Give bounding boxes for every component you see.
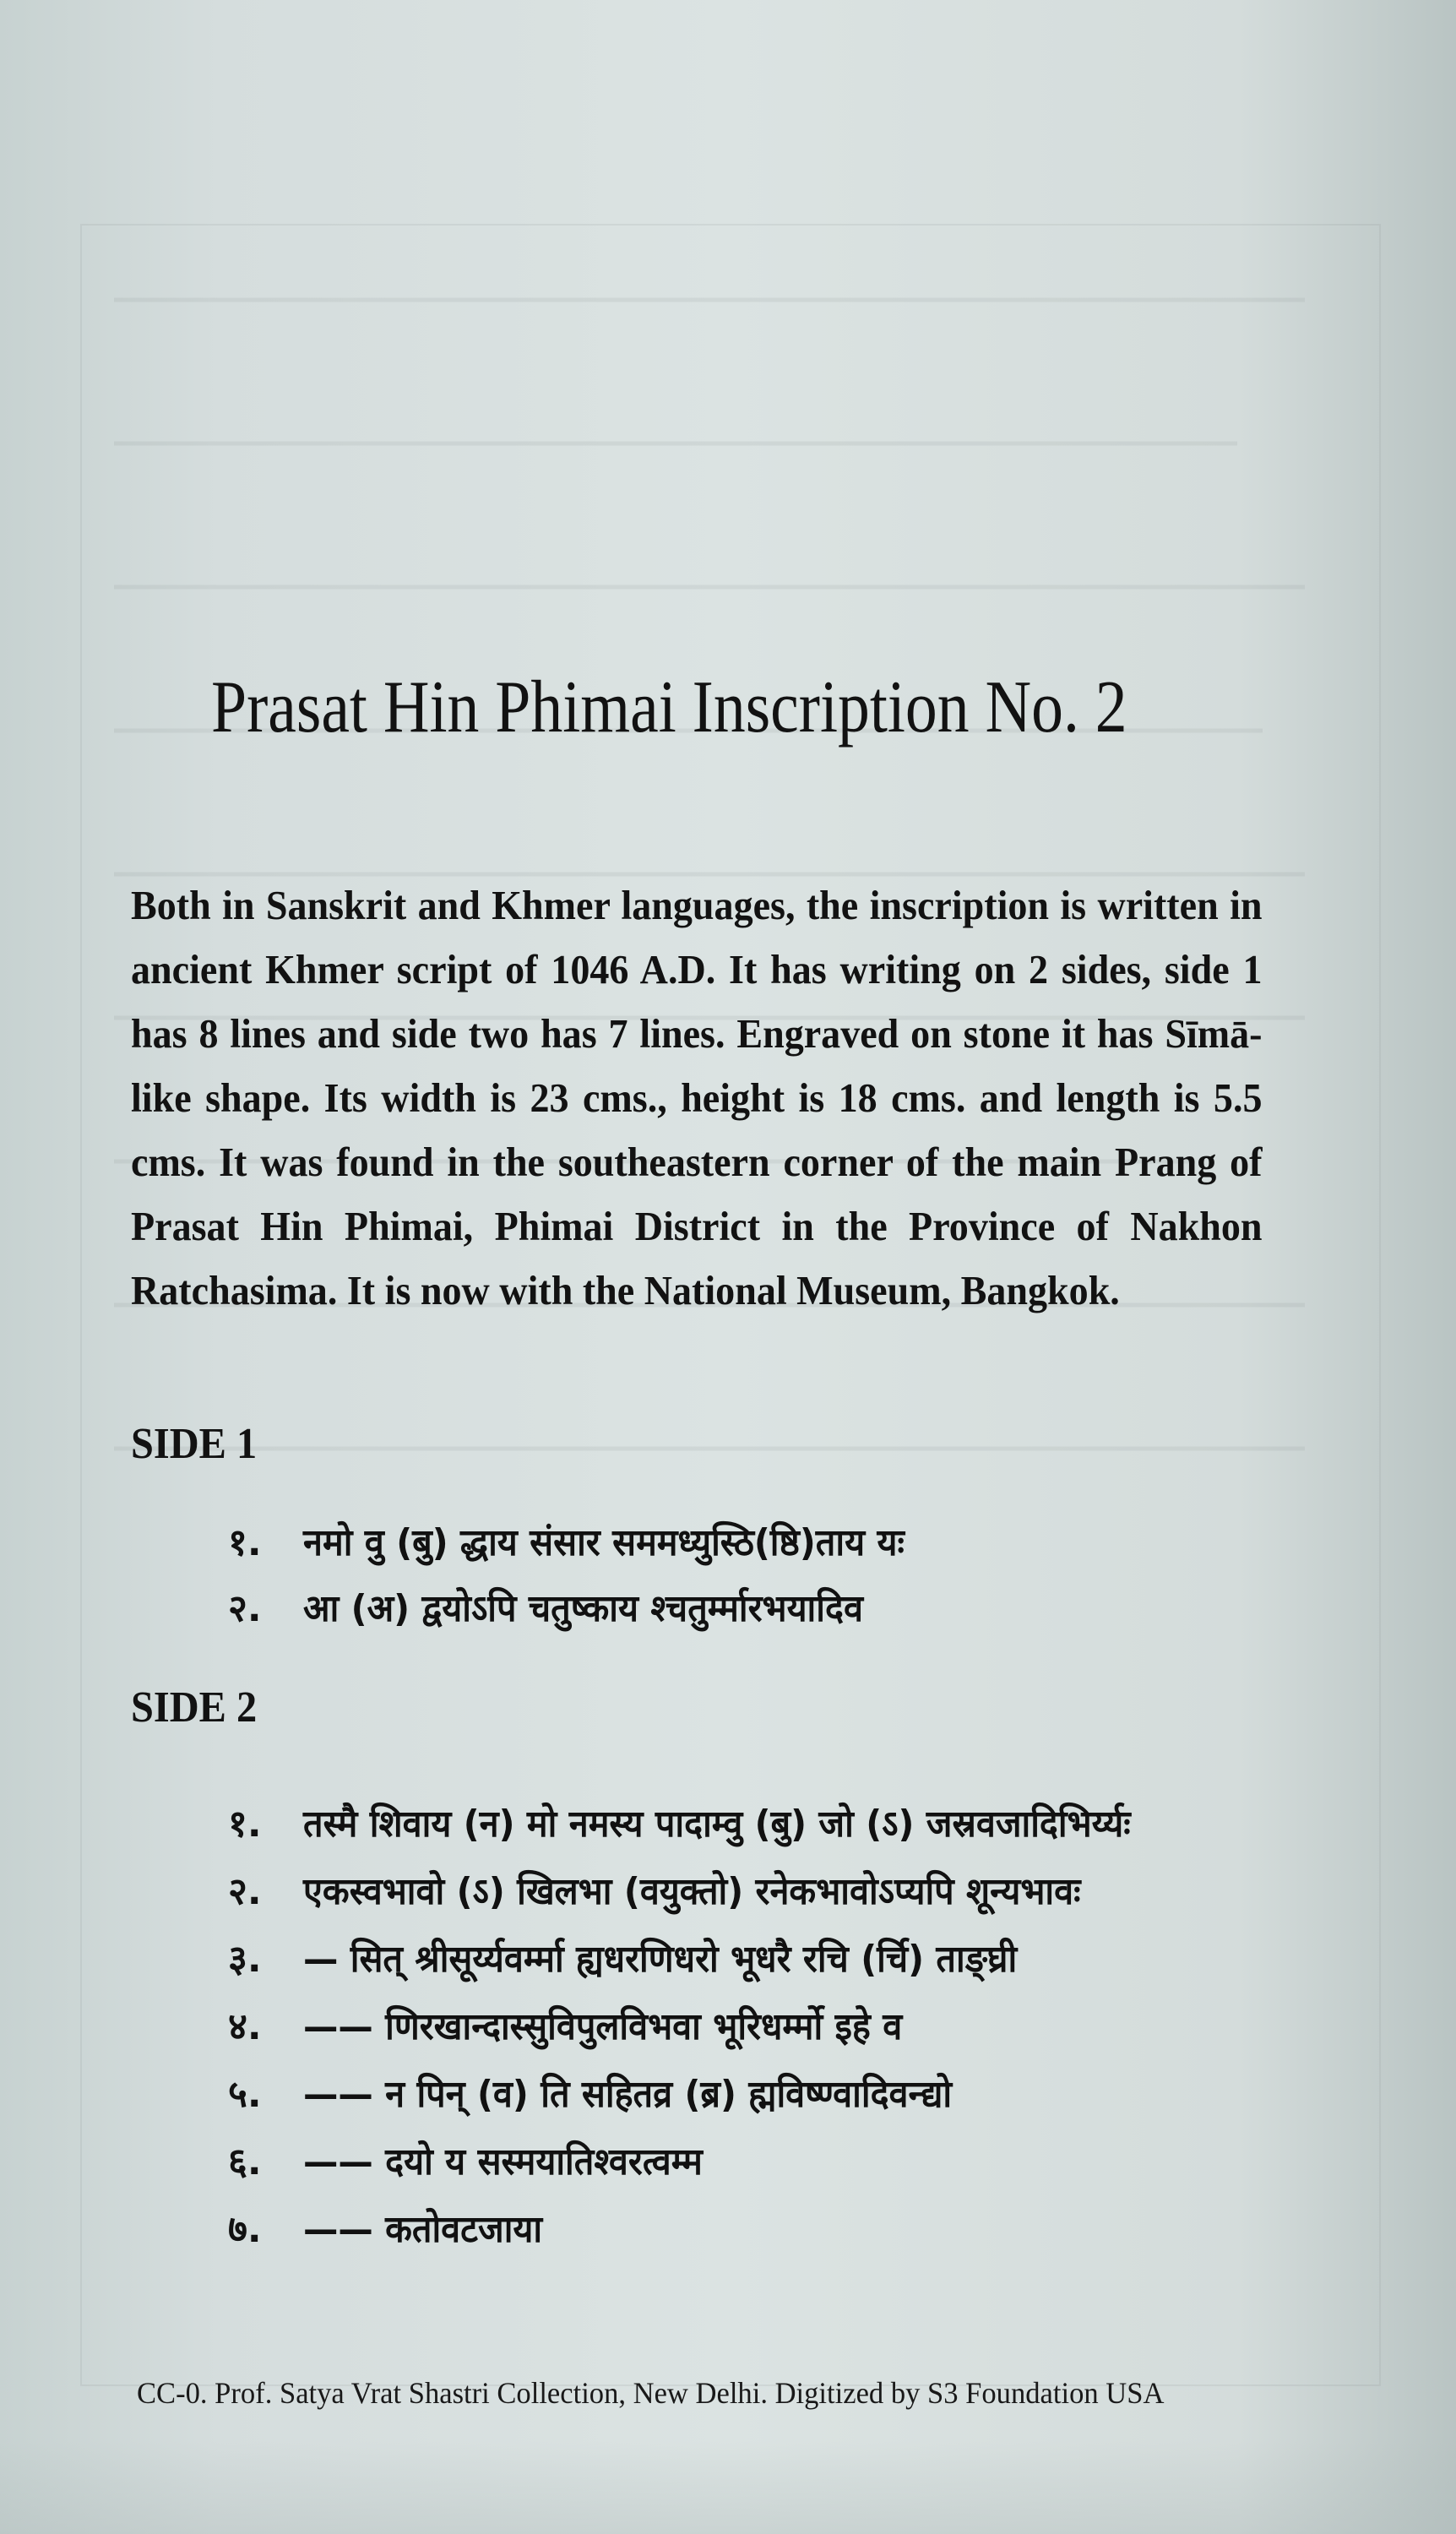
side-2-line-3 <box>228 1926 1351 1993</box>
inscription-text: तस्मै शिवाय (न) मो नमस्य पादाम्वु (बु) जो (ऽ) जस्रवजादिभिर्य्यः <box>303 1803 1131 1846</box>
inscription-text: —— णिरखान्दास्सुविपुलविभवा भूरिधर्म्मो इहे व <box>303 2005 903 2048</box>
line-number: २. <box>228 1870 262 1913</box>
inscription-text: —— कतोवटजाया <box>303 2208 543 2251</box>
side-1-line-2 <box>228 1576 1351 1642</box>
line-number: २. <box>228 1587 262 1630</box>
inscription-text: आ (अ) द्वयोऽपि चतुष्काय श्चतुर्म्मारभयादिव <box>303 1587 864 1630</box>
line-number: ७. <box>228 2208 262 2251</box>
line-number: १. <box>228 1521 262 1564</box>
side-2-line-5 <box>228 2061 1351 2129</box>
inscription-text: — सित् श्रीसूर्य्यवर्म्मा ह्यधरणिधरो भूधरै रचि (र्चि) ताङ्घ्री <box>303 1938 1018 1981</box>
line-number: ३. <box>228 1938 262 1981</box>
side-2-line-4 <box>228 1993 1351 2061</box>
line-number: ५. <box>228 2073 262 2116</box>
side-2-line-1 <box>228 1791 1351 1858</box>
inscription-text: एकस्वभावो (ऽ) खिलभा (वयुक्तो) रनेकभावोऽप्यपि शून्यभावः <box>303 1870 1081 1913</box>
side-2-heading: SIDE 2 <box>131 1683 258 1732</box>
side-1-inscription-lines <box>228 1510 1351 1642</box>
side-2-line-2 <box>228 1858 1351 1926</box>
side-2-line-7 <box>228 2196 1351 2264</box>
page-title: Prasat Hin Phimai Inscription No. 2 <box>211 666 1127 748</box>
line-number: ४. <box>228 2005 262 2048</box>
line-number: ६. <box>228 2140 262 2183</box>
collection-footer: CC-0. Prof. Satya Vrat Shastri Collection, New Delhi. Digitized by S3 Foundation USA <box>137 2376 1165 2410</box>
side-1-line-1 <box>228 1510 1351 1576</box>
line-number: १. <box>228 1803 262 1846</box>
side-2-inscription-lines <box>228 1791 1351 2264</box>
side-1-heading: SIDE 1 <box>131 1420 258 1468</box>
inscription-text: —— दयो य सस्मयातिश्वरत्वम्म <box>303 2140 704 2183</box>
inscription-text: —— न पिन् (व) ति सहितव्र (ब्र) ह्मविष्ण्वादिवन्द्यो <box>303 2073 953 2116</box>
intro-paragraph: Both in Sanskrit and Khmer languages, the inscription is written in ancient Khmer script of 1046 A.D. It has writing on 2 sides, side 1 has 8 lines and side two has 7 lines. Engraved on stone it has Sīmā-like shape. Its width is 23 cms., height is 18 cms. and length is 5.5 cms. It was found in the southeastern corner of the main Prang of Prasat Hin Phimai, Phimai District in the Province of Nakhon Ratchasima. It is now with the National Museum, Bangkok. <box>131 882 1263 1313</box>
side-2-line-6 <box>228 2129 1351 2196</box>
inscription-text: नमो वु (बु) द्धाय संसार सममध्युस्ठि(ष्ठि)ताय यः <box>303 1521 905 1564</box>
